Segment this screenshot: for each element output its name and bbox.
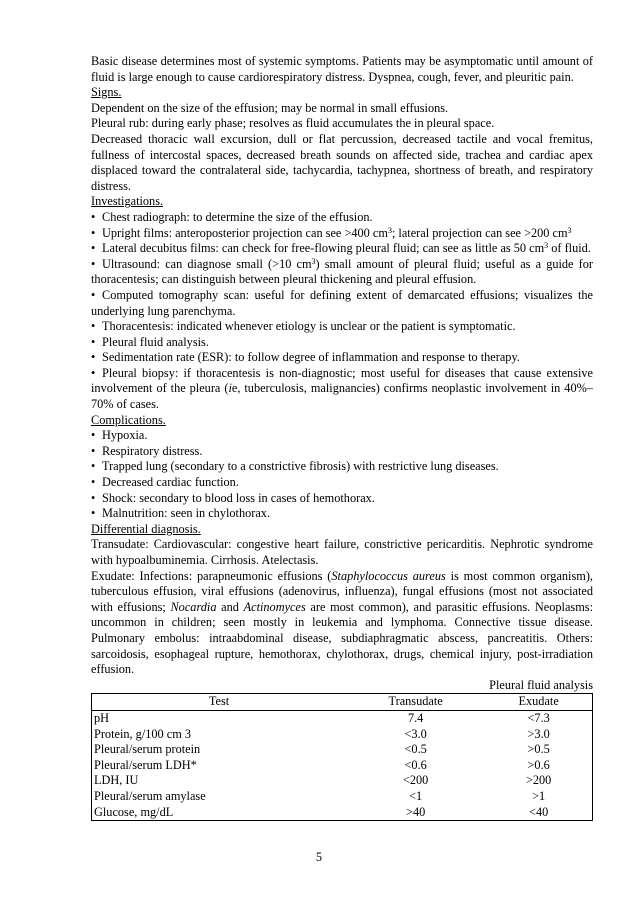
investigation-item: • Computed tomography scan: useful for defining extent of demarcated effusions; visualizes the underlying lung parenchyma. <box>91 287 593 318</box>
pleural-fluid-table <box>91 693 593 821</box>
table-caption: Pleural fluid analysis <box>489 677 593 692</box>
differential-heading: Differential diagnosis. <box>91 521 201 536</box>
complication-item: • Hypoxia. <box>91 428 148 443</box>
signs-line: Decreased thoracic wall excursion, dull or flat percussion, decreased tactile and vocal fremitus, fullness of intercostal spaces, decreased breath sounds on affected side, trachea and cardiac apex displaced toward the contralateral side, tachycardia, tachypnea, shortness of breath, and respiratory distress. <box>91 131 593 193</box>
investigations-heading: Investigations. <box>91 194 164 209</box>
bullet-icon: • <box>91 225 96 240</box>
bullet-icon: • <box>91 241 96 256</box>
complication-item: • Malnutrition: seen in chylothorax. <box>91 506 271 521</box>
transudate-paragraph: Transudate: Cardiovascular: congestive heart failure, constrictive pericarditis. Nephrotic syndrome with hypoalbuminemia. Cirrhosis. Atelectasis. <box>91 537 593 567</box>
bullet-icon: • <box>91 428 96 443</box>
page-number: 5 <box>315 850 323 864</box>
investigation-item: • Chest radiograph: to determine the size of the effusion. <box>91 209 373 224</box>
bullet-icon: • <box>91 365 96 380</box>
complication-item: • Respiratory distress. <box>91 443 203 458</box>
bullet-icon: • <box>91 443 96 458</box>
table-row: Glucose, mg/dL >40 <40 <box>94 804 549 819</box>
bullet-icon: • <box>91 475 96 490</box>
investigation-item: • Pleural fluid analysis. <box>91 334 209 349</box>
bullet-icon: • <box>91 334 96 349</box>
bullet-icon: • <box>91 209 96 224</box>
table-row: Pleural/serum amylase <1 >1 <box>94 788 546 803</box>
table-row: LDH, IU <200 >200 <box>94 773 552 788</box>
complication-item: • Shock: secondary to blood loss in cases of hemothorax. <box>91 490 375 505</box>
bullet-icon: • <box>91 506 96 521</box>
investigation-item: • Ultrasound: can diagnose small (>10 $cm^3$) small amount of pleural fluid; useful as a guide for thoracentesis; can distinguish between pleural thickening and pleural effusion. <box>91 256 593 287</box>
investigation-item: • Lateral decubitus films: can check for free-flowing pleural fluid; can see as little as 50 $cm^3$ of fluid. <box>91 241 591 256</box>
column-header: Exudate <box>485 694 592 711</box>
exudate-paragraph: Exudate: Infections: parapneumonic effusions (Staphylococcus aureus is most common organism), tuberculous effusion, viral effusions (adenovirus, influenza), fungal effusions (most not associated with effusions; Nocardia and Actinomyces are most common), and parasitic effusions. Neoplasms: uncommon in children; seen mostly in leukemia and lymphoma. Connective tissue disease. Pulmonary embolus: intraabdominal disease, subdiaphragmatic abscess, pancreatitis. Others: sarcoidosis, esophageal rupture, hemothorax, chylothorax, drugs, chemical injury, post-irradiation effusion. <box>91 568 593 677</box>
table-row: Pleural/serum LDH* <0.6 >0.6 <box>94 757 550 772</box>
table-header-row <box>92 694 593 711</box>
document-page <box>91 54 593 821</box>
bullet-icon: • <box>91 287 96 302</box>
bullet-icon: • <box>91 256 96 271</box>
complications-heading: Complications. <box>91 412 166 427</box>
investigation-item: • Upright films: anteroposterior projection can see >400 $cm^3$; lateral projection can see >200 $cm^3$ <box>91 225 572 240</box>
signs-line: Dependent on the size of the effusion; may be normal in small effusions. <box>91 100 449 115</box>
complication-item: • Decreased cardiac function. <box>91 475 239 490</box>
table-row: Pleural/serum protein <0.5 >0.5 <box>94 742 550 757</box>
table-row: pH 7.4 <7.3 <box>94 710 550 725</box>
bullet-icon: • <box>91 459 96 474</box>
investigation-item: • Sedimentation rate (ESR): to follow degree of inflammation and response to therapy. <box>91 350 520 365</box>
table-row: Protein, g/100 cm 3 <3.0 >3.0 <box>94 726 550 741</box>
column-header: Transudate <box>346 694 485 711</box>
investigation-item: • Thoracentesis: indicated whenever etiology is unclear or the patient is symptomatic. <box>91 319 516 334</box>
bullet-icon: • <box>91 490 96 505</box>
intro-paragraph: Basic disease determines most of systemic symptoms. Patients may be asymptomatic until amount of fluid is large enough to cause cardiorespiratory distress. Dyspnea, cough, fever, and pleuritic pain. <box>91 54 593 84</box>
bullet-icon: • <box>91 350 96 365</box>
signs-heading: Signs. <box>91 85 122 100</box>
bullet-icon: • <box>91 319 96 334</box>
investigation-item: • Pleural biopsy: if thoracentesis is non-diagnostic; most useful for diseases that cause extensive involvement of the pleura (ie, tuberculosis, malignancies) confirms neoplastic involvement in 40%– 70% of cases. <box>91 365 593 412</box>
signs-line: Pleural rub: during early phase; resolves as fluid accumulates the in pleural space. <box>91 116 495 131</box>
complication-item: • Trapped lung (secondary to a constrictive fibrosis) with restrictive lung diseases. <box>91 459 499 474</box>
column-header: Test <box>92 694 347 711</box>
